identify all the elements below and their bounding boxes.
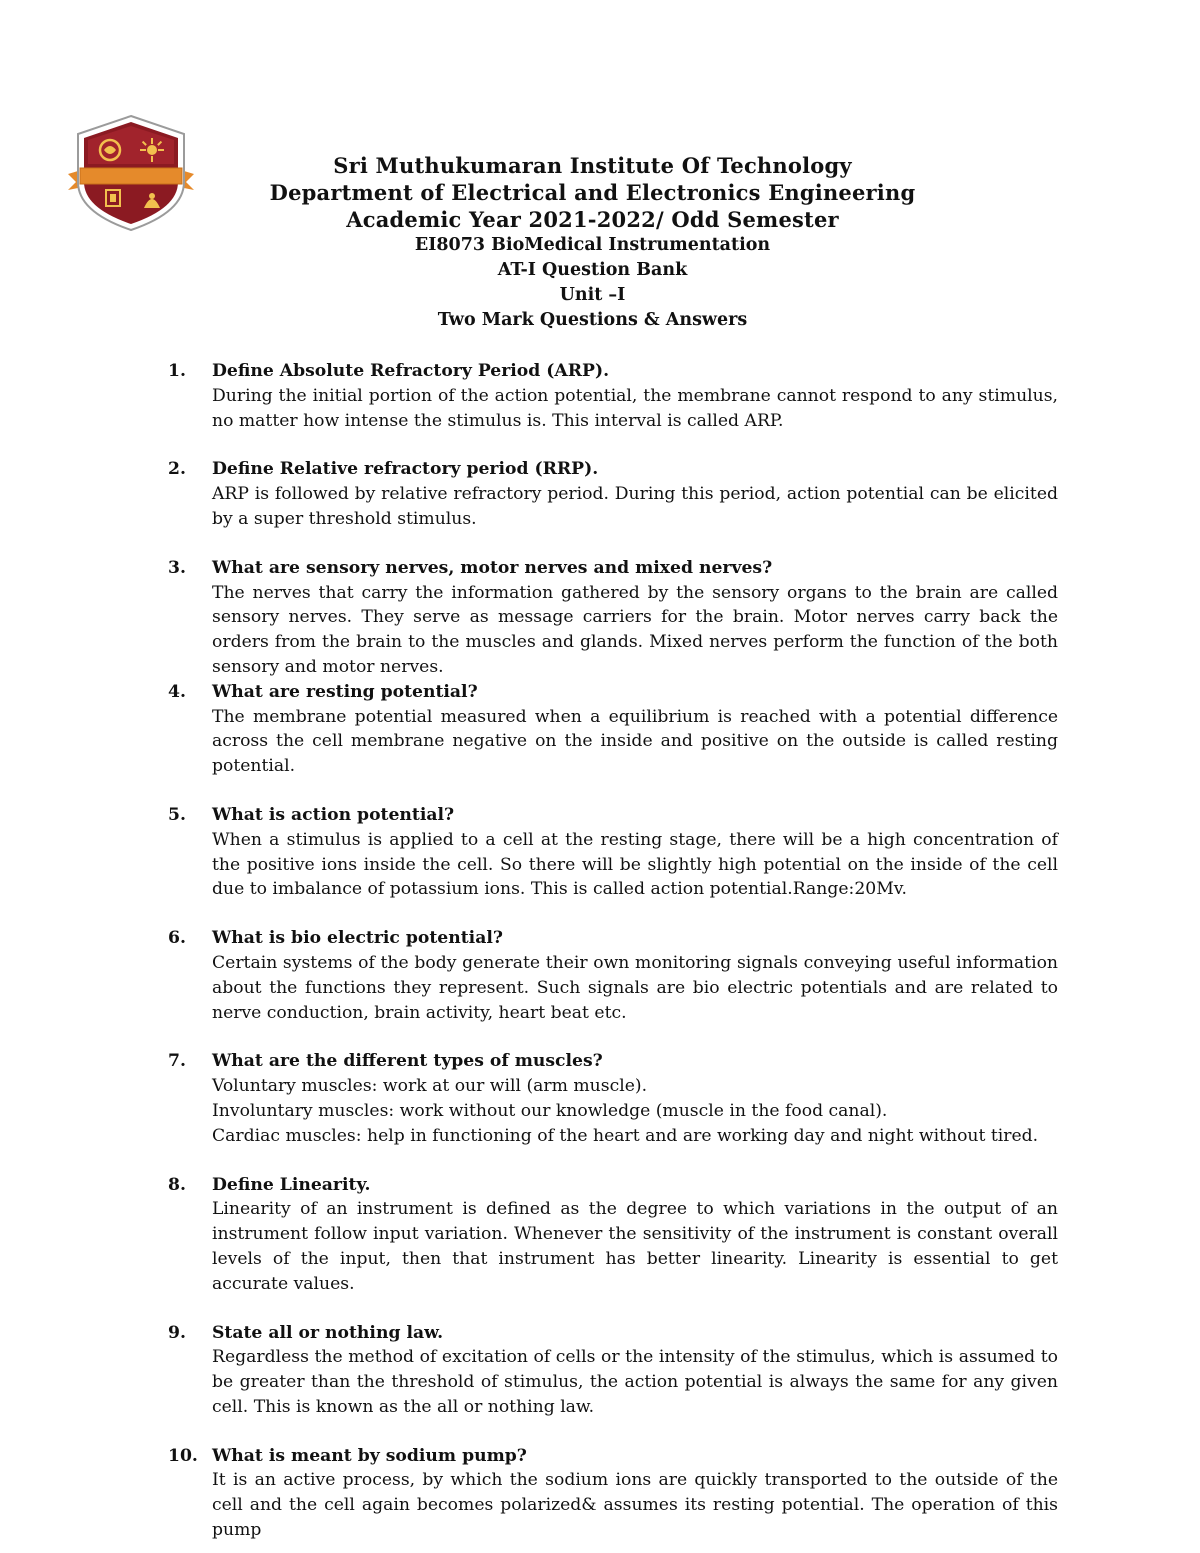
answer-line: Cardiac muscles: help in functioning of the heart and are working day and night without tired. — [212, 1125, 1039, 1146]
question-text: What are resting potential? — [212, 681, 478, 702]
question-list — [162, 359, 1058, 1543]
answer-text: When a stimulus is applied to a cell at the resting stage, there will be a high concentration of the positive ions inside the cell. So there will be slightly high potential on the inside of the cell due to imbalance of potassium ions. This is called action potential.Range:20Mv. — [212, 829, 1058, 900]
answer-line: Voluntary muscles: work at our will (arm muscle). — [212, 1076, 648, 1097]
section-title: Two Mark Questions & Answers — [437, 310, 748, 330]
question-number: 3. — [168, 557, 186, 578]
question-text: Define Linearity. — [212, 1174, 371, 1195]
question-text: State all or nothing law. — [212, 1322, 444, 1343]
question-text: What are the different types of muscles? — [212, 1051, 603, 1072]
question-number: 9. — [168, 1322, 186, 1343]
question-item — [162, 1049, 1058, 1148]
institute-name: Sri Muthukumaran Institute Of Technology — [333, 153, 852, 178]
question-number: 6. — [168, 928, 186, 949]
answer-text: During the initial portion of the action potential, the membrane cannot respond to any stimulus, no matter how intense the stimulus is. This interval is called ARP. — [212, 385, 1058, 431]
question-text: What are sensory nerves, motor nerves and mixed nerves? — [212, 557, 773, 578]
question-text: What is action potential? — [212, 804, 455, 825]
question-item — [162, 1444, 1058, 1543]
question-text: What is bio electric potential? — [212, 928, 503, 949]
question-item — [162, 1173, 1058, 1297]
question-item — [162, 359, 1058, 433]
answer-text: Regardless the method of excitation of cells or the intensity of the stimulus, which is assumed to be greater than the threshold of stimulus, the action potential is always the same for any given cell. This is known as the all or nothing law. — [212, 1347, 1058, 1417]
document-header — [0, 152, 1185, 333]
answer-text: The nerves that carry the information gathered by the sensory organs to the brain are called sensory nerves. They serve as message carriers for the brain. Motor nerves carry back the orders from the brain to the muscles and glands. Mixed nerves perform the function of the both sensory and motor nerves. — [212, 582, 1058, 677]
question-item — [162, 457, 1058, 531]
question-item — [162, 1321, 1058, 1420]
academic-year: Academic Year 2021-2022/ Odd Semester — [346, 207, 839, 232]
question-text: What is meant by sodium pump? — [212, 1445, 527, 1466]
question-item — [162, 556, 1058, 680]
question-text: Define Absolute Refractory Period (ARP). — [212, 361, 610, 381]
question-text: Define Relative refractory period (RRP). — [212, 459, 599, 480]
answer-text: The membrane potential measured when a equilibrium is reached with a potential difference across the cell membrane negative on the inside and positive on the outside is called resting potential. — [212, 706, 1058, 777]
question-bank-title: AT-I Question Bank — [497, 260, 688, 280]
course-title: EI8073 BioMedical Instrumentation — [414, 235, 771, 255]
question-number: 2. — [168, 459, 186, 480]
answer-text: Certain systems of the body generate their own monitoring signals conveying useful information about the functions they represent. Such signals are bio electric potentials and are related to nerve conduction, brain activity, heart beat etc. — [212, 952, 1058, 1023]
question-item — [162, 680, 1058, 779]
answer-text: ARP is followed by relative refractory period. During this period, action potential can be elicited by a super threshold stimulus. — [212, 484, 1058, 529]
question-number: 5. — [168, 804, 186, 825]
unit-title: Unit –I — [559, 285, 626, 305]
question-number: 8. — [168, 1174, 186, 1195]
answer-line: Involuntary muscles: work without our knowledge (muscle in the food canal). — [212, 1100, 888, 1121]
question-number: 1. — [168, 361, 186, 381]
answer-text: Linearity of an instrument is defined as the degree to which variations in the output of an instrument follow input variation. Whenever the sensitivity of the instrument is constant overall levels of the input, then that instrument has better linearity. Linearity is essential to get accurate values. — [212, 1199, 1058, 1294]
question-item — [162, 926, 1058, 1025]
department-name: Department of Electrical and Electronics Engineering — [269, 180, 916, 205]
question-number: 10. — [168, 1445, 198, 1466]
question-item — [162, 803, 1058, 902]
answer-text: It is an active process, by which the sodium ions are quickly transported to the outside of the cell and the cell again becomes polarized& assumes its resting potential. The operation of this pump — [212, 1470, 1058, 1541]
question-number: 4. — [168, 681, 186, 702]
question-number: 7. — [168, 1051, 186, 1072]
